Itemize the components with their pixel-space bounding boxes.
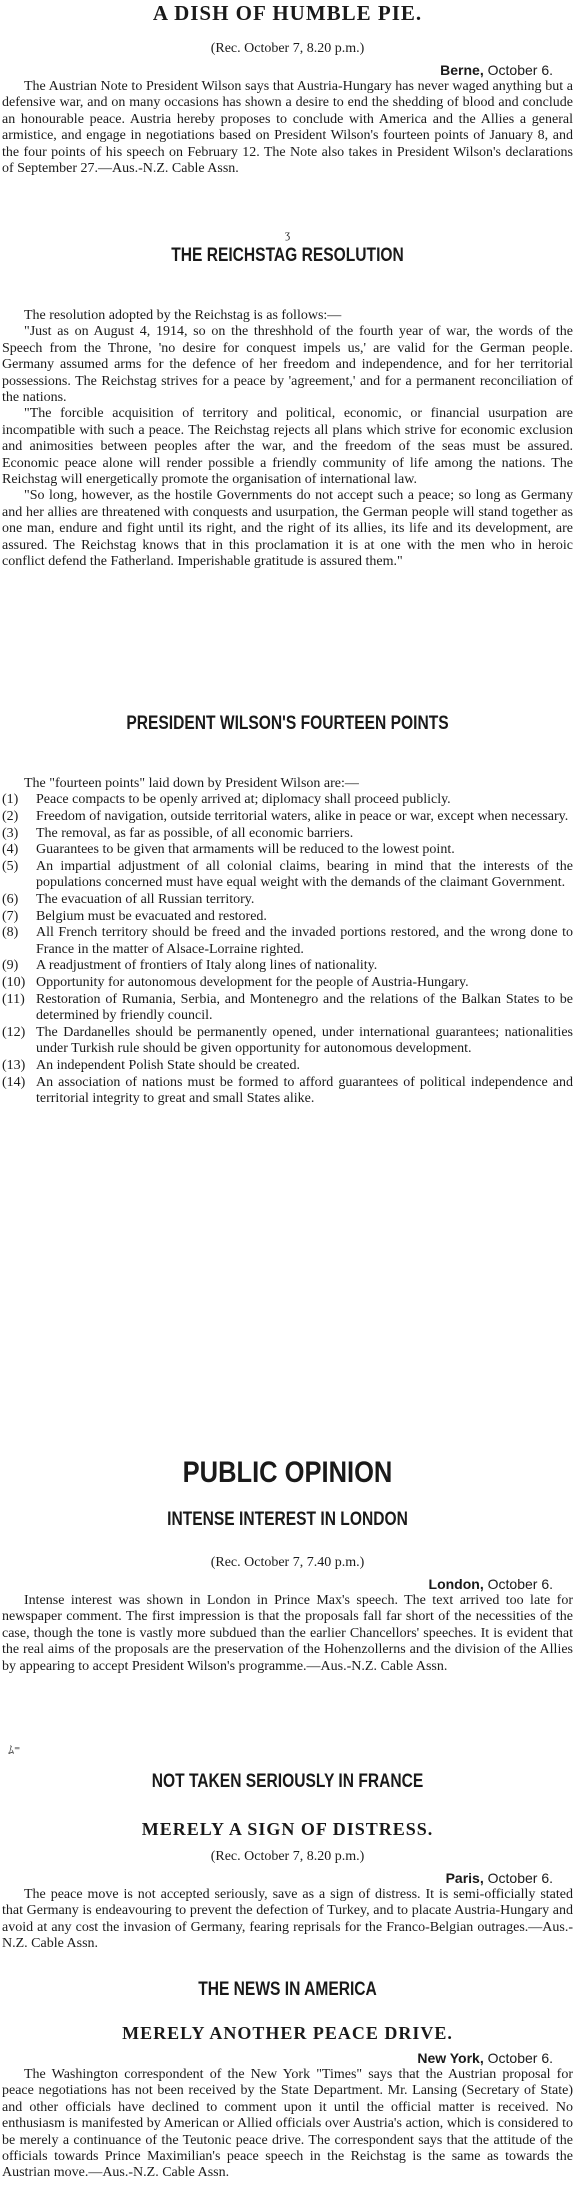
paragraph: The Austrian Note to President Wilson says that Austria-Hungary has never waged anything but a defensive war, and on many occasions has shown a desire to end the shedding of blood and conclude an honourable peace. Austria hereby proposes to conclude with America and the Allies a general armistice, and engage in negotiations based on President Wilson's fourteen points of January 8, and the four points of his speech on February 12. The Note also takes in President Wilson's declarations of September 27.—Aus.-N.Z. Cable Assn.: [2, 79, 573, 177]
article-body: [2, 308, 573, 571]
list-intro: The "fourteen points" laid down by President Wilson are:—: [24, 776, 359, 791]
dateline-date: October 6.: [487, 1576, 553, 1592]
list-item-number: (1): [2, 792, 19, 808]
section-public-opinion: [2, 1455, 573, 1491]
list-item-text: An independent Polish State should be created.: [36, 1057, 300, 1073]
paragraph: The Washington correspondent of the New York "Times" says that the Austrian proposal for peace negotiations has not been received by the State Department. Mr. Lansing (Secretary of State) and other officials have declined to comment upon it until the official matter is received. No enthusiasm is manifested by American or Allied officials over Austria's action, which is considered to be merely a continuance of the Teutonic peace drive. The correspondent says that the attitude of the officials towards Prince Maximilian's peace speech in the Reichstag is the same as towards the Austrian move.—Aus.-N.Z. Cable Assn.: [2, 2067, 573, 2181]
dateline-date: October 6.: [487, 62, 553, 78]
list-item: [2, 842, 573, 859]
list-item-number: (4): [2, 842, 19, 858]
headline-public-opinion: PUBLIC OPINION: [182, 1456, 393, 1489]
headline-france: NOT TAKEN SERIOUSLY IN FRANCE: [151, 1771, 424, 1792]
article-body: [2, 776, 573, 792]
list-item: [2, 826, 573, 843]
received-stamp: (Rec. October 7, 8.20 p.m.): [210, 1849, 365, 1864]
list-item-text: An impartial adjustment of all colonial claims, bearing in mind that the interests of the populations concerned must have equal weight with the demands of the claimant Government.: [36, 858, 573, 891]
headline-fourteen-points: PRESIDENT WILSON'S FOURTEEN POINTS: [126, 713, 449, 734]
list-item: [2, 809, 573, 826]
article-body: [2, 1593, 573, 1675]
subheadline-france: MERELY A SIGN OF DISTRESS.: [141, 1819, 434, 1839]
article-humble-pie: [2, 0, 573, 177]
list-item-number: (9): [2, 958, 19, 974]
list-item-number: (12): [2, 1024, 26, 1040]
list-item-number: (6): [2, 891, 19, 907]
dateline-place: New York,: [417, 2050, 484, 2066]
list-item-text: All French territory should be freed and the invaded portions restored, and the wrong done to France in the matter of Alsace-Lorraine righted.: [36, 925, 573, 957]
list-item-number: (13): [2, 1057, 26, 1073]
list-item: [2, 1025, 573, 1058]
dateline: [2, 62, 573, 79]
list-item-text: The Dardanelles should be permanently opened, under international guarantees; nationalities under Turkish rule should be given opportunity for autonomous development.: [36, 1024, 573, 1057]
paragraph: Intense interest was shown in London in Prince Max's speech. The text arrived too late for newspaper comment. The first impression is that the proposals fall far short of the necessities of the case, though the tone is vastly more subdued than the earlier Chancellors' speeches. It is evident that the real aims of the proposals are the preservation of the Hohenzollerns and the division of the Allies by appearing to accept President Wilson's programme.—Aus.-N.Z. Cable Assn.: [2, 1593, 573, 1674]
article-body: [2, 1887, 573, 1953]
article-reichstag: [2, 244, 573, 571]
article-france: [2, 1770, 573, 1953]
list-item: [2, 992, 573, 1025]
dateline-date: October 6.: [487, 2050, 553, 2066]
list-item: [2, 958, 573, 975]
list-item: [2, 859, 573, 892]
list-item: [2, 892, 573, 909]
list-item: [2, 925, 573, 958]
list-item-text: The evacuation of all Russian territory.: [36, 891, 255, 907]
received-stamp: (Rec. October 7, 8.20 p.m.): [210, 41, 365, 56]
article-body: [2, 2067, 573, 2182]
column-mark: ʒ: [284, 227, 291, 241]
headline-humble-pie: A DISH OF HUMBLE PIE.: [152, 1, 423, 25]
list-item-text: Freedom of navigation, outside territorial waters, alike in peace or war, except when necessary.: [36, 809, 569, 824]
list-item: [2, 909, 573, 926]
list-item-text: The removal, as far as possible, of all economic barriers.: [36, 825, 354, 841]
paragraph: "The forcible acquisition of territory and political, economic, or financial usurpation are incompatible with such a peace. The Reichstag rejects all plans which strive for economic exclusion and animosities between peoples after the war, and the freedom of the seas must be assured. Economic peace alone will render possible a friendly community of life among the nations. The Reichstag will energetically promote the organisation of international law.: [2, 406, 573, 488]
dateline: [2, 2050, 573, 2067]
paragraph: "So long, however, as the hostile Governments do not accept such a peace; so long as Germany and her allies are threatened with conquests and usurpation, the German people will stand together as one man, endure and fight until its right, and the right of its allies, its life and its development, are assured. The Reichstag knows that in this proclamation it is at one with the men who in heroic conflict defend the Fatherland. Imperishable gratitude is assured them.": [2, 488, 573, 570]
list-item-number: (2): [2, 809, 19, 824]
list-item-number: (7): [2, 908, 19, 924]
list-item-text: A readjustment of frontiers of Italy along lines of nationality.: [36, 958, 378, 974]
subheadline-america: MERELY ANOTHER PEACE DRIVE.: [122, 2023, 453, 2043]
received-stamp: (Rec. October 7, 7.40 p.m.): [210, 1555, 365, 1570]
list-item: [2, 792, 573, 809]
list-item-text: An association of nations must be formed to afford guarantees of political independence and territorial integrity to great and small States alike.: [36, 1074, 573, 1107]
list-item-number: (10): [2, 974, 26, 990]
list-item: [2, 1075, 573, 1108]
dateline: [2, 1870, 573, 1887]
article-america: [2, 1978, 573, 2182]
article-london: [2, 1508, 573, 1675]
fourteen-points-list: [2, 792, 573, 1107]
dateline-place: London,: [428, 1576, 484, 1592]
list-item-number: (5): [2, 858, 19, 874]
list-item-text: Peace compacts to be openly arrived at; diplomacy shall proceed publicly.: [36, 792, 451, 808]
list-item-text: Guarantees to be given that armaments will be reduced to the lowest point.: [36, 842, 455, 858]
paragraph: The resolution adopted by the Reichstag is as follows:—: [24, 308, 342, 323]
list-item-text: Opportunity for autonomous development for the people of Austria-Hungary.: [36, 974, 469, 990]
list-item: [2, 1058, 573, 1075]
headline-america: THE NEWS IN AMERICA: [198, 1979, 377, 2000]
list-item-number: (14): [2, 1074, 26, 1090]
headline-reichstag: THE REICHSTAG RESOLUTION: [171, 245, 404, 266]
paragraph: The peace move is not accepted seriously, save as a sign of distress. It is semi-officially stated that Germany is endeavouring to prevent the defection of Turkey, and to placate Austria-Hungary and avoid at any cost the invasion of Germany, fearing reprisals for the Franco-Belgian outrages.—Aus.-N.Z. Cable Assn.: [2, 1887, 573, 1952]
list-item-number: (11): [2, 991, 25, 1007]
dateline: [2, 1576, 573, 1593]
list-item-number: (8): [2, 925, 19, 941]
dateline-place: Berne,: [440, 62, 484, 78]
dateline-date: October 6.: [487, 1870, 553, 1886]
dateline-place: Paris,: [445, 1870, 484, 1886]
list-item: [2, 975, 573, 992]
paragraph: "Just as on August 4, 1914, so on the threshhold of the fourth year of war, the words of the Speech from the Throne, 'no desire for conquest impels us,' are valid for the German people. Germany assumed arms for the defence of her freedom and independence, and for her territorial possessions. The Reichstag strives for a peace by 'agreement,' and for a permanent reconciliation of the nations.: [2, 324, 573, 406]
headline-london: INTENSE INTEREST IN LONDON: [167, 1509, 408, 1530]
article-body: [2, 79, 573, 177]
list-item-number: (3): [2, 825, 19, 841]
list-item-text: Belgium must be evacuated and restored.: [36, 908, 267, 924]
list-item-text: Restoration of Rumania, Serbia, and Montenegro and the relations of the Balkan States to be determined by friendly council.: [36, 991, 573, 1024]
column-mark: ﾑ⁼: [8, 1743, 21, 1757]
article-fourteen-points: [2, 712, 573, 1108]
